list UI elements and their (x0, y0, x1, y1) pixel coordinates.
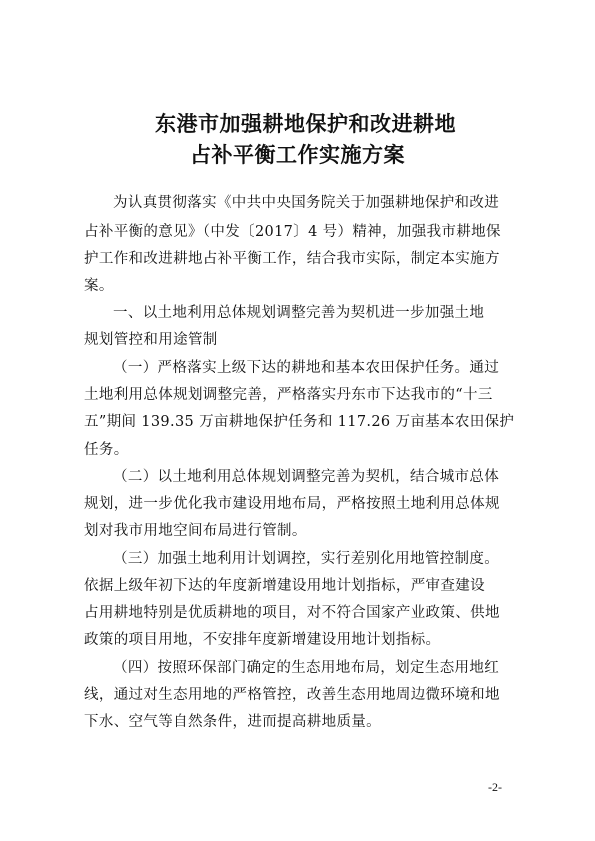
body-line: （三）加强土地利用计划调控，实行差别化用地管控制度。 (113, 551, 500, 567)
body-line: 政策的项目用地，不安排年度新增建设用地计划指标。 (84, 632, 441, 648)
document-title-line-1: 东港市加强耕地保护和改进耕地 (155, 111, 456, 136)
body-line: （一）严格落实上级下达的耕地和基本农田保护任务。通过 (113, 360, 500, 376)
body-line: 案。 (84, 278, 114, 294)
body-line: （二）以土地利用总体规划调整完善为契机，结合城市总体 (113, 469, 500, 485)
body-line: 任务。 (84, 442, 129, 458)
body-line: 为认真贯彻落实《中共中央国务院关于加强耕地保护和改进 (113, 195, 500, 211)
body-line: 线，通过对生态用地的严格管控，改善生态用地周边微环境和地 (84, 687, 500, 703)
document-title-line-2: 占补平衡工作实施方案 (190, 142, 405, 167)
body-line: 五”期间 139.35 万亩耕地保护任务和 117.26 万亩基本农田保护 (84, 414, 515, 430)
body-line: 划对我市用地空间布局进行管制。 (84, 523, 307, 539)
body-line: 护工作和改进耕地占补平衡工作，结合我市实际，制定本实施方 (84, 251, 500, 267)
body-line: 依据上级年初下达的年度新增建设用地计划指标，严审查建设 (84, 578, 485, 594)
body-line: 下水、空气等自然条件，进而提高耕地质量。 (84, 714, 381, 730)
section-heading-line: 一、以土地利用总体规划调整完善为契机进一步加强土地 (113, 305, 485, 321)
page-number: -2- (488, 780, 502, 794)
body-line: 土地利用总体规划调整完善，严格落实丹东市下达我市的“十三 (84, 387, 493, 403)
section-heading-line: 规划管控和用途管制 (84, 332, 218, 348)
body-line: 占补平衡的意见》（中发〔2017〕4 号）精神，加强我市耕地保 (84, 224, 501, 240)
body-line: （四）按照环保部门确定的生态用地布局，划定生态用地红 (113, 660, 500, 676)
body-line: 占用耕地特别是优质耕地的项目，对不符合国家产业政策、供地 (84, 605, 500, 621)
body-line: 规划，进一步优化我市建设用地布局，严格按照土地利用总体规 (84, 496, 500, 512)
